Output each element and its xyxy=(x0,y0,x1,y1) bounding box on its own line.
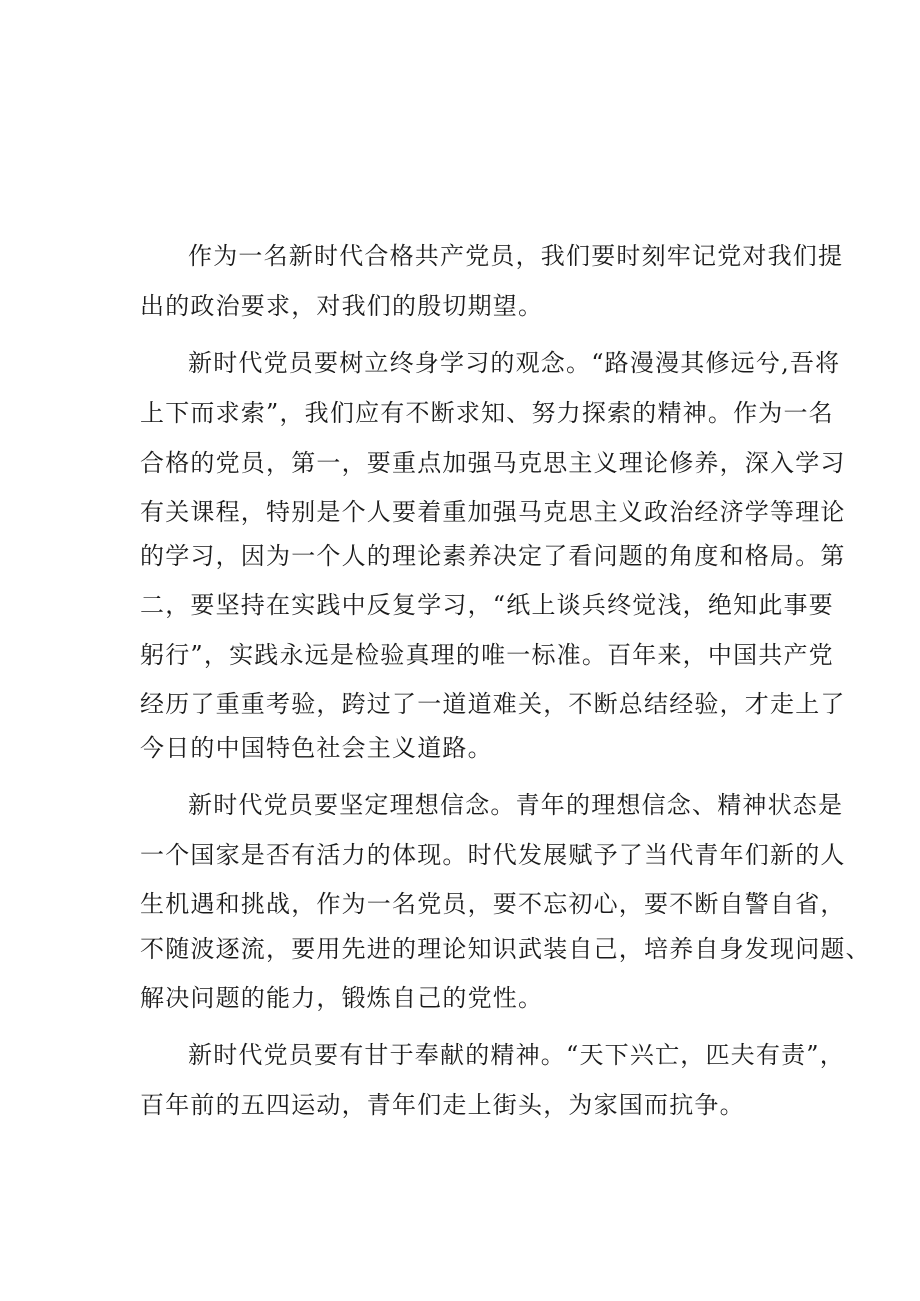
paragraph-3-line-1: 新时代党员要坚定理想信念。青年的理想信念、精神状态是 xyxy=(188,791,844,819)
paragraph-4-line-1: 新时代党员要有甘于奉献的精神。“天下兴亡，匹夫有责”， xyxy=(188,1041,845,1069)
paragraph-1-line-2: 出的政治要求，对我们的殷切期望。 xyxy=(140,292,544,320)
paragraph-2-line-8: 经历了重重考验，跨过了一道道难关，不断总结经验，才走上了 xyxy=(140,690,846,718)
paragraph-2-line-9: 今日的中国特色社会主义道路。 xyxy=(140,734,493,762)
paragraph-2-line-2: 上下而求索”，我们应有不断求知、努力探索的精神。作为一名 xyxy=(140,399,834,427)
paragraph-2-line-6: 二，要坚持在实践中反复学习，“纸上谈兵终觉浅，绝知此事要 xyxy=(140,591,834,619)
paragraph-2-line-1: 新时代党员要树立终身学习的观念。“路漫漫其修远兮,吾将 xyxy=(188,349,841,377)
paragraph-2-line-4: 有关课程，特别是个人要着重加强马克思主义政治经济学等理论 xyxy=(140,498,846,526)
paragraph-1-line-1: 作为一名新时代合格共产党员，我们要时刻牢记党对我们提 xyxy=(188,242,844,270)
paragraph-2-line-5: 的学习，因为一个人的理论素养决定了看问题的角度和格局。第 xyxy=(140,542,846,570)
paragraph-2-line-7: 躬行”，实践永远是检验真理的唯一标准。百年来，中国共产党 xyxy=(140,641,834,669)
paragraph-2-line-3: 合格的党员，第一，要重点加强马克思主义理论修养，深入学习 xyxy=(140,449,846,477)
paragraph-3-line-4: 不随波逐流，要用先进的理论知识武装自己，培养自身发现问题、 xyxy=(140,935,871,963)
paragraph-4-line-2: 百年前的五四运动，青年们走上街头，为家国而抗争。 xyxy=(140,1091,745,1119)
paragraph-3-line-2: 一个国家是否有活力的体现。时代发展赋予了当代青年们新的人 xyxy=(140,841,846,869)
paragraph-3-line-5: 解决问题的能力，锻炼自己的党性。 xyxy=(140,984,544,1012)
paragraph-3-line-3: 生机遇和挑战，作为一名党员，要不忘初心，要不断自警自省， xyxy=(140,890,846,918)
